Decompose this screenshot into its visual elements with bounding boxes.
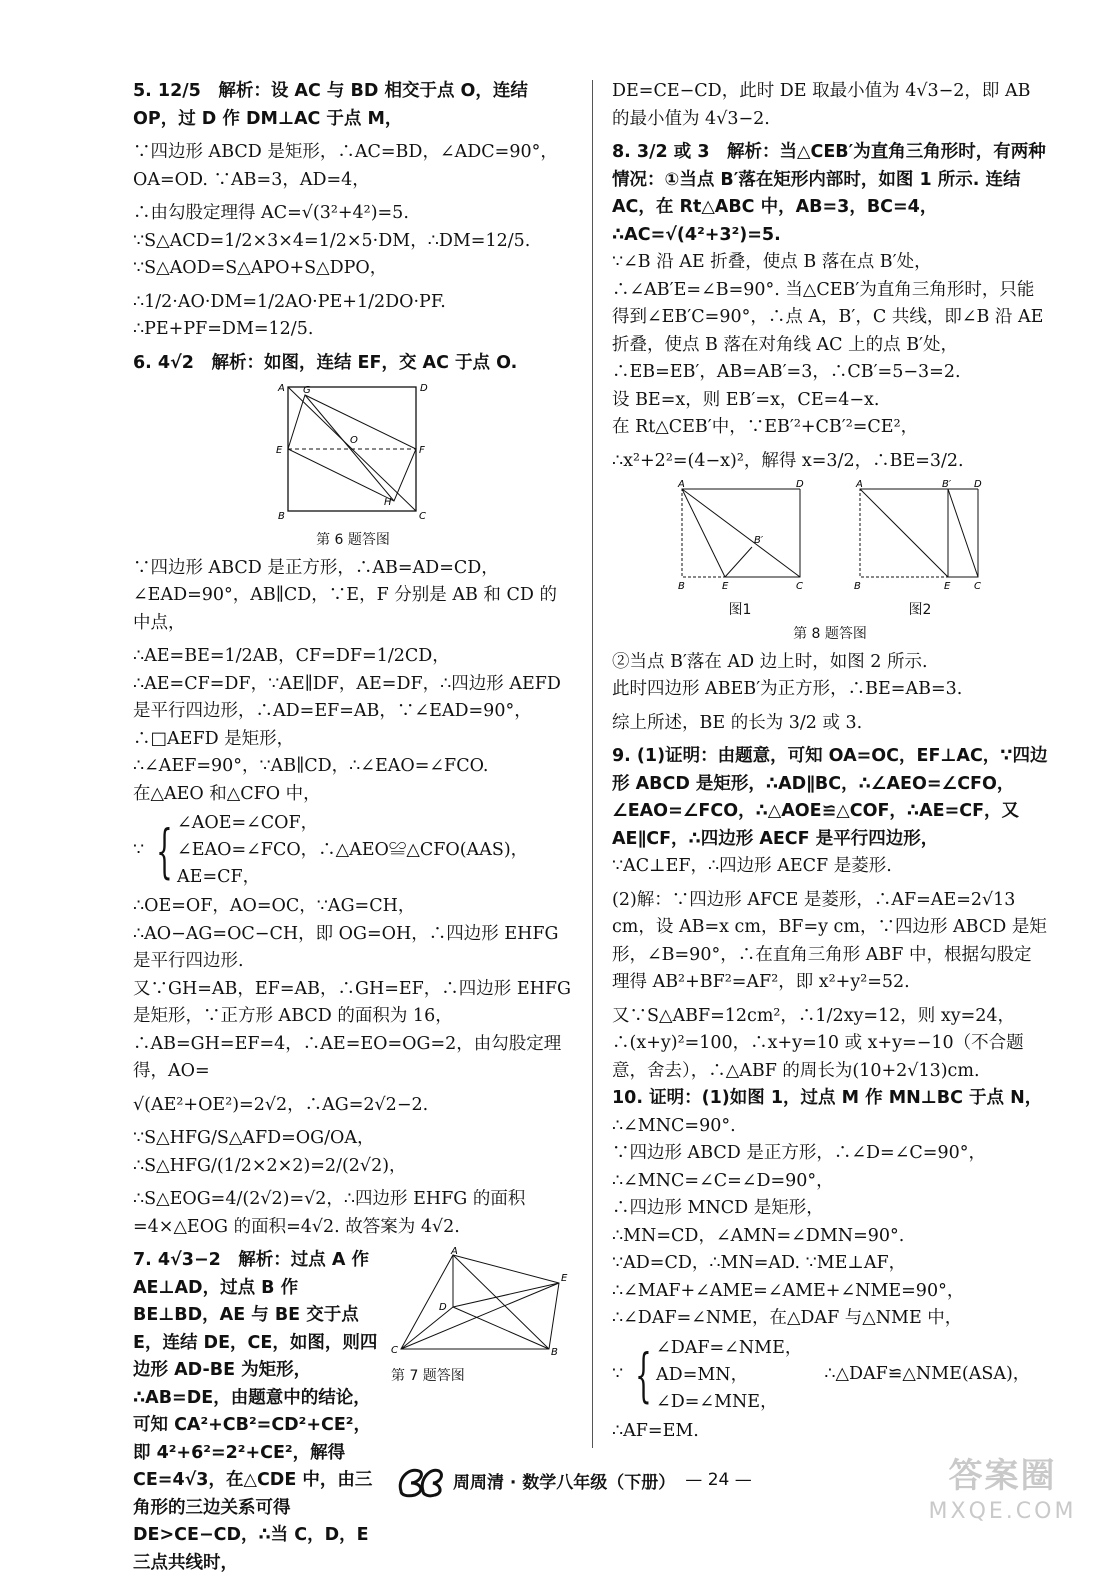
- label: E: [722, 581, 729, 591]
- q8-line: ∴x²+2²=(4−x)²，解得 x=3/2，∴BE=3/2.: [612, 450, 964, 471]
- watermark-line2: MXQE.COM: [928, 1499, 1077, 1524]
- q7-continued: DE=CE−CD，此时 DE 取最小值为 4√3−2，即 AB 的最小值为 4√3−2.: [612, 81, 1031, 129]
- label: H: [384, 497, 392, 508]
- page-number: — 24 —: [685, 1470, 752, 1490]
- label: O: [350, 435, 358, 446]
- q7-diagram: [391, 1247, 573, 1357]
- q6-line: ∵S△HFG/S△AFD=OG/OA，∴S△HFG/(1/2×2×2)=2/(2√2)，: [133, 1128, 407, 1176]
- q10-line: ∴AF=EM.: [612, 1420, 699, 1441]
- q6-line: ∴S△EOG=4/(2√2)=√2，∴四边形 EHFG 的面积=4×△EOG 的面积=4√2. 故答案为 4√2.: [133, 1189, 526, 1237]
- column-divider: [592, 80, 593, 1448]
- label: C: [419, 511, 426, 521]
- label: D: [974, 479, 982, 490]
- q10-line: ∴∠MAF+∠AME=∠AME+∠NME=90°，: [612, 1280, 965, 1301]
- q8-text: 8. 3/2 或 3 解析：当△CEB′为直角三角形时，有两种情况：①当点 B′落在矩形内部时，如图 1 所示. 连结 AC，在 Rt△ABC 中，AB=3，BC=4，∴AC=√(4²+3²)=5.: [612, 142, 1046, 245]
- q8-line: 综上所述，BE 的长为 3/2 或 3.: [612, 712, 863, 733]
- figure-caption: 第 7 题答图: [391, 1367, 465, 1384]
- q8-line: 设 BE=x，则 EB′=x，CE=4−x.: [612, 389, 880, 410]
- q6-cond: ∠AOE=∠COF，: [177, 813, 319, 833]
- label: C: [796, 581, 803, 591]
- q5-line: ∴由勾股定理得 AC=√(3²+4²)=5. ∵S△ACD=1/2×3×4=1/2×5·DM，∴DM=12/5. ∵S△AOD=S△APO+S△DPO，: [133, 203, 531, 278]
- q10-line: ∴∠MNC=∠C=∠D=90°，: [612, 1170, 834, 1191]
- q10-conclusion: ∴△DAF≌△NME(ASA)，: [824, 1364, 1031, 1385]
- figure-caption: 图2: [908, 601, 932, 618]
- watermark: [920, 1455, 1085, 1533]
- label: D: [439, 1302, 447, 1313]
- watermark-line1: 答案圈: [948, 1456, 1057, 1496]
- label: C: [974, 581, 981, 591]
- label: E: [944, 581, 951, 591]
- figure-q6: [133, 381, 573, 549]
- q10-line: ∴四边形 MNCD 是矩形，: [612, 1198, 824, 1218]
- q8-diagram-2: [850, 479, 990, 591]
- figure-caption: 第 8 题答图: [793, 625, 867, 642]
- q8-diagram-1: [670, 479, 810, 591]
- figure-q8-2: [850, 479, 990, 619]
- q6-line: 在△AEO 和△CFO 中，: [133, 783, 321, 804]
- q10-cond: ∠DAF=∠NME，: [656, 1337, 803, 1358]
- label: A: [451, 1247, 458, 1257]
- label: B′: [942, 479, 952, 490]
- q6-line: ∴AE=BE=1/2AB，CF=DF=1/2CD，∴AE=CF=DF，∵AE∥DF，AE=DF，∴四边形 AEFD 是平行四边形，∴AD=EF=AB，∵∠EAD=90°，∴□AEFD 是矩形，: [133, 646, 561, 749]
- q5-line: ∵四边形 ABCD 是矩形，∴AC=BD，∠ADC=90°，OA=OD. ∵AB=3，AD=4，: [133, 142, 558, 190]
- label: G: [303, 385, 311, 396]
- q8-line: 在 Rt△CEB′中，∵EB′²+CB′²=CE²，: [612, 417, 919, 437]
- left-column: [133, 78, 573, 1577]
- q5-text: 5. 12/5 解析：设 AC 与 BD 相交于点 O，连结 OP，过 D 作 DM⊥AC 于点 M，: [133, 81, 528, 129]
- q10-cond: AD=MN，: [656, 1364, 749, 1385]
- q6-line: ∴∠AEF=90°，∵AB∥CD，∴∠EAO=∠FCO.: [133, 756, 489, 776]
- q6-line: 又∵GH=AB，EF=AB，∴GH=EF，∴四边形 EHFG 是矩形，∵正方形 ABCD 的面积为 16，∴AB=GH=EF=4，∴AE=EO=OG=2，由勾股定理得，AO=: [133, 978, 572, 1081]
- q6-brace-system: ∵ { ∠AOE=∠COF， ∠EAO=∠FCO，∴△AEO≌△CFO(AAS)， AE=CF，: [133, 810, 573, 891]
- label: D: [796, 479, 804, 490]
- q10-brace-system: ∵ { ∠DAF=∠NME， AD=MN， ∠D=∠MNE， ∴△DAF≌△NME(ASA)，: [612, 1335, 1048, 1416]
- figure-q7: [391, 1247, 573, 1385]
- q7-block: [133, 1247, 573, 1577]
- q10-cond: ∠D=∠MNE，: [656, 1391, 778, 1412]
- label: A: [278, 383, 285, 394]
- footer-brand: 周周清 · 数学八年级（下册）: [453, 1472, 676, 1493]
- q8-line: ∵∠B 沿 AE 折叠，使点 B 落在点 B′处，∴∠AB′E=∠B=90°. 当△CEB′为直角三角形时，只能得到∠EB′C=90°，∴点 A，B′，C 共线，即∠B 沿 AE 折叠，使点 B 落在对角线 AC 上的点 B′处，∴EB=EB′，AB=AB′=3，∴CB′=5−3=2.: [612, 252, 1044, 382]
- q6-header: [133, 350, 573, 378]
- q6-line: √(AE²+OE²)=2√2，∴AG=2√2−2.: [133, 1094, 429, 1115]
- q6-cond: AE=CF，: [177, 867, 261, 887]
- label: C: [391, 1345, 398, 1356]
- label: B′: [754, 535, 764, 546]
- q8-line: 此时四边形 ABEB′为正方形，∴BE=AB=3.: [612, 679, 963, 699]
- q10-line: ∵AD=CD，∴MN=AD. ∵ME⊥AF，: [612, 1253, 907, 1273]
- q10-line: ∴MN=CD，∠AMN=∠DMN=90°.: [612, 1225, 905, 1246]
- q7-text: 7. 4√3−2 解析：过点 A 作 AE⊥AD，过点 B 作 BE⊥BD，AE 与 BE 交于点 E，连结 DE，CE，如图，则四边形 AD-BE 为矩形，∴AB=DE，由题意中的结论，可知 CA²+CB²=CD²+CE²，即 4²+6²=2²+CE²，解得 CE=4√3，在△CDE 中，由三角形的三边关系可得 DE>CE−CD，∴当 C，D，E 三点共线时，: [133, 1250, 378, 1573]
- right-column: [612, 78, 1048, 1445]
- label: B: [854, 581, 861, 591]
- page-footer: [395, 1460, 752, 1500]
- label: D: [420, 383, 428, 394]
- label: E: [276, 445, 283, 456]
- q10-text: 10. 证明：(1)如图 1，过点 M 作 MN⊥BC 于点 N，: [612, 1088, 1043, 1108]
- q9-text: 9. (1)证明：由题意，可知 OA=OC，EF⊥AC，∵四边形 ABCD 是矩形，∴AD∥BC，∴∠AEO=∠CFO，∠EAO=∠FCO，∴△AOE≌△COF，∴AE=CF，又 AE∥CF，∴四边形 AECF 是平行四边形，: [612, 746, 1048, 849]
- label: B: [678, 581, 685, 591]
- q6-line: ∴OE=OF，AO=OC，∵AG=CH，∴AO−AG=OC−CH，即 OG=OH，∴四边形 EHFG 是平行四边形.: [133, 896, 559, 971]
- q9-line: ∵AC⊥EF，∴四边形 AECF 是菱形.: [612, 856, 892, 876]
- q10-line: ∴∠MNC=90°.: [612, 1115, 736, 1136]
- figure-q8-1: [670, 479, 810, 619]
- label: A: [856, 479, 863, 490]
- q6-line: ∵四边形 ABCD 是正方形，∴AB=AD=CD，∠EAD=90°，AB∥CD，∵E，F 分别是 AB 和 CD 的中点，: [133, 557, 557, 633]
- figure-caption: 第 6 题答图: [316, 531, 390, 548]
- figure-q8: [612, 479, 1048, 643]
- q9-line: (2)解：∵四边形 AFCE 是菱形，∴AF=AE=2√13 cm，设 AB=x cm，BF=y cm，∵四边形 ABCD 是矩形，∠B=90°，∴在直角三角形 ABF 中，根据勾股定理得 AB²+BF²=AF²，即 x²+y²=52.: [612, 889, 1047, 992]
- q5-line: ∴1/2·AO·DM=1/2AO·PE+1/2DO·PF. ∴PE+PF=DM=12/5.: [133, 291, 446, 339]
- label: B: [278, 511, 285, 521]
- label: F: [419, 445, 425, 456]
- brand-logo-icon: [395, 1461, 445, 1499]
- q8-line: ②当点 B′落在 AD 边上时，如图 2 所示.: [612, 651, 928, 672]
- q10-line: ∴∠DAF=∠NME，在△DAF 与△NME 中，: [612, 1308, 963, 1328]
- q6-diagram: [268, 381, 438, 521]
- label: B: [551, 1347, 558, 1357]
- q6-text: 6. 4√2 解析：如图，连结 EF，交 AC 于点 O.: [133, 352, 518, 373]
- label: A: [678, 479, 685, 490]
- q5-header: [133, 78, 573, 133]
- label: E: [561, 1273, 568, 1284]
- q10-line: ∵四边形 ABCD 是正方形，∴∠D=∠C=90°，: [612, 1143, 986, 1163]
- q9-line: 又∵S△ABF=12cm²，∴1/2xy=12，则 xy=24，∴(x+y)²=100，∴x+y=10 或 x+y=−10（不合题意，舍去），∴△ABF 的周长为(10+2√13)cm.: [612, 1005, 1024, 1081]
- q6-cond: ∠EAO=∠FCO，∴△AEO≌△CFO(AAS)，: [177, 840, 529, 860]
- figure-caption: 图1: [728, 601, 752, 618]
